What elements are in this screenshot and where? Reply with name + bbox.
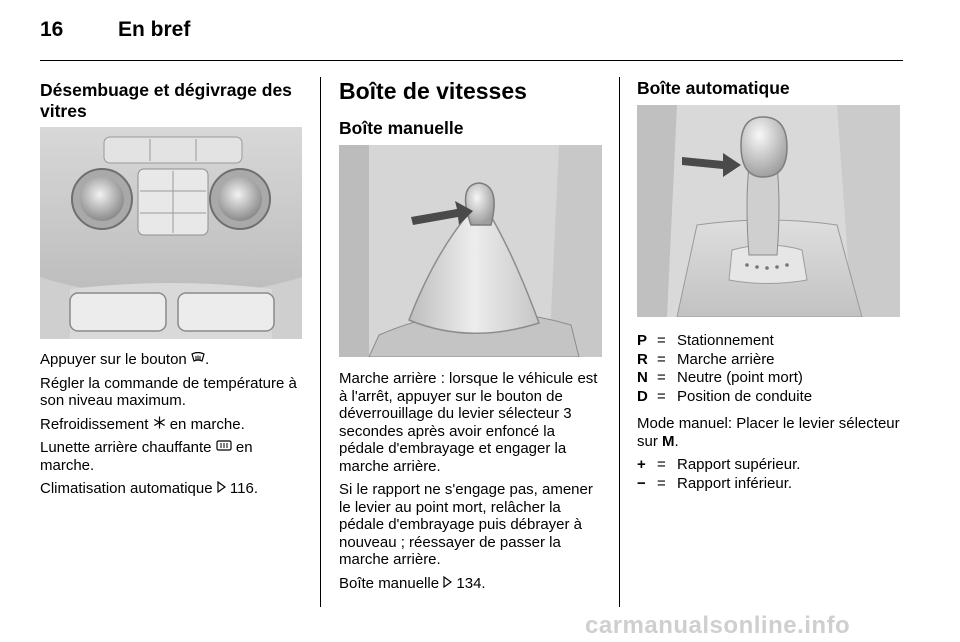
gear-position-legend	[637, 332, 902, 406]
legend-row-upshift: + = Rapport supérieur.	[637, 456, 801, 473]
automatic-gearbox-heading: Boîte automatique	[637, 78, 790, 98]
defrost-heading: Désembuage et dégivrage des vitres	[40, 80, 292, 121]
right-column	[637, 78, 902, 99]
manual-shift-legend	[637, 456, 902, 493]
middle-column	[339, 78, 604, 139]
header-rule	[40, 60, 903, 61]
gearbox-heading: Boîte de vitesses	[339, 78, 527, 104]
watermark: carmanualsonline.info	[585, 612, 851, 639]
manual-mode-text-block	[637, 415, 902, 456]
defrost-step-2: Régler la commande de température à son niveau maximum.	[40, 374, 297, 409]
manual-mode-text: Mode manuel: Placer le levier sélecteur sur M.	[637, 415, 900, 450]
legend-row-drive: D = Position de conduite	[637, 387, 813, 405]
manual-gearbox-reference: Boîte manuelle 134.	[339, 574, 486, 592]
reverse-retry-text: Si le rapport ne s'engage pas, amener le levier au point mort, relâcher la pédale d'embrayage puis débrayer à nouveau ; réessayer de passer la marche arrière.	[339, 481, 593, 568]
page-title: En bref	[118, 18, 191, 41]
manual-gearbox-heading: Boîte manuelle	[339, 118, 464, 138]
column-divider-1	[320, 77, 321, 607]
snowflake-icon	[153, 416, 166, 434]
legend-row-reverse: R = Marche arrière	[637, 350, 775, 368]
climate-control-figure	[40, 127, 302, 339]
rear-window-heater-icon	[216, 439, 232, 457]
left-text-block	[40, 351, 308, 504]
reverse-gear-text: Marche arrière : lorsque le véhicule est à l'arrêt, appuyer sur le bouton de déverrouillage du levier sélecteur 3 secondes après avoir enfoncé la pédale d'embrayage et engager la marche arrière.	[339, 370, 598, 475]
page-reference-icon	[443, 575, 452, 593]
defrost-step-1: Appuyer sur le bouton .	[40, 351, 210, 368]
left-column	[40, 80, 308, 122]
page-reference-icon	[217, 480, 226, 498]
defrost-step-3: Refroidissement en marche.	[40, 415, 245, 433]
manual-shifter-figure	[339, 145, 602, 357]
legend-row-park: P = Stationnement	[637, 332, 774, 349]
column-divider-2	[619, 77, 620, 607]
middle-text-block	[339, 370, 604, 598]
page-number: 16	[40, 18, 64, 41]
windshield-defrost-icon	[191, 351, 205, 369]
defrost-reference: Climatisation automatique 116.	[40, 480, 259, 497]
automatic-shifter-figure	[637, 105, 900, 317]
legend-row-downshift: − = Rapport inférieur.	[637, 474, 793, 492]
defrost-step-4: Lunette arrière chauffante en marche.	[40, 439, 253, 474]
legend-row-neutral: N = Neutre (point mort)	[637, 369, 803, 386]
